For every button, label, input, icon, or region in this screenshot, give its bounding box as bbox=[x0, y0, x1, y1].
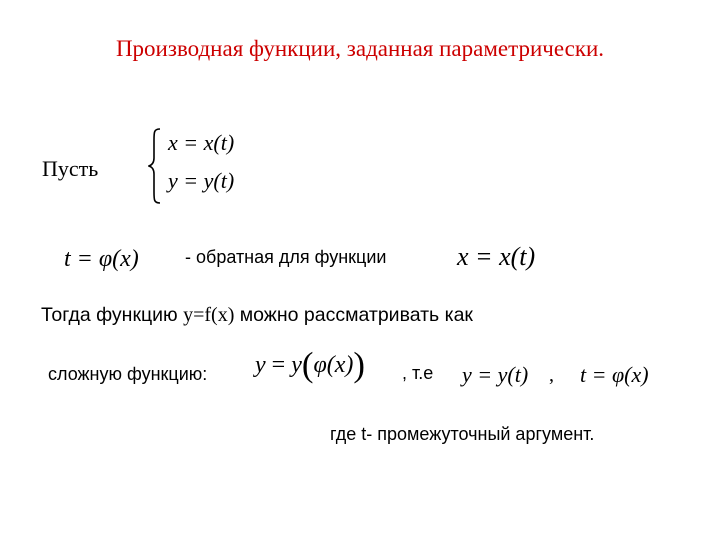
left-brace-icon bbox=[148, 128, 162, 204]
composite-formula-y-of-t: y = y(t) bbox=[462, 362, 529, 387]
system-equation-y: y = y(t) bbox=[168, 168, 235, 193]
then-suffix: можно рассматривать как bbox=[234, 304, 473, 326]
formula-separator: , bbox=[549, 364, 554, 386]
intermediate-argument-note: где t- промежуточный аргумент. bbox=[330, 424, 595, 444]
composite-formula bbox=[255, 345, 365, 385]
then-statement bbox=[41, 304, 473, 327]
composite-formula-t-of-x: t = φ(x) bbox=[580, 362, 649, 387]
composite-y: y bbox=[255, 352, 266, 378]
system-equation-x: x = x(t) bbox=[168, 130, 235, 155]
right-paren: ) bbox=[353, 345, 365, 385]
let-label: Пусть bbox=[42, 156, 99, 181]
inverse-formula: t = φ(x) bbox=[64, 246, 139, 272]
then-prefix: Тогда функцию bbox=[41, 304, 184, 326]
composite-y-outer: y bbox=[291, 352, 302, 378]
left-paren: ( bbox=[301, 345, 314, 385]
composite-inner: φ(x) bbox=[313, 352, 354, 378]
composite-equals: = bbox=[265, 352, 292, 378]
function-formula: x = x(t) bbox=[457, 242, 536, 271]
slide-title: Производная функции, заданная параметрически. bbox=[115, 36, 605, 61]
that-is-label: , т.е bbox=[402, 363, 434, 383]
inverse-description: - обратная для функции bbox=[185, 247, 387, 267]
then-function: y=f(x) bbox=[183, 304, 235, 326]
parametric-system bbox=[148, 128, 278, 206]
composite-label: сложную функцию: bbox=[48, 364, 208, 384]
